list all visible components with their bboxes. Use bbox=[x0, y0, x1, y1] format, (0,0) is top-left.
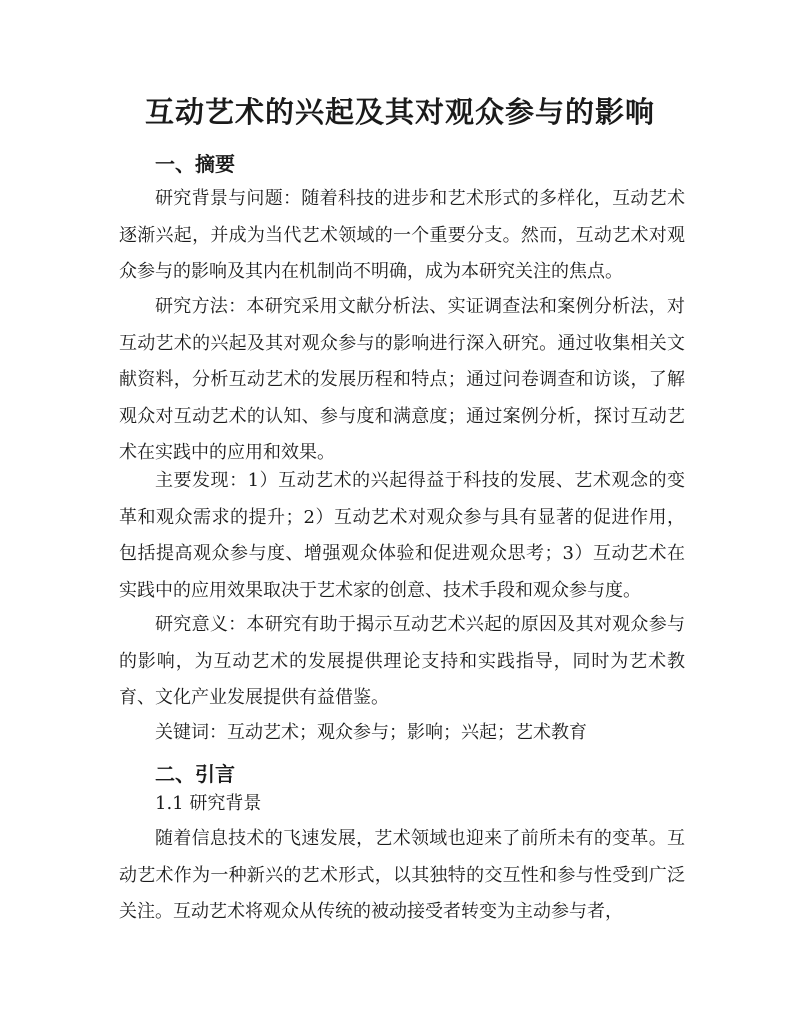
paragraph-methods: 研究方法：本研究采用文献分析法、实证调查法和案例分析法，对互动艺术的兴起及其对观众参与的影响进行深入研究。通过收集相关文献资料，分析互动艺术的发展历程和特点；通过问卷调查和访谈，了解观众对互动艺术的认知、参与度和满意度；通过案例分析，探讨互动艺术在实践中的应用和效果。 bbox=[119, 296, 685, 463]
paragraph-background: 研究背景与问题：随着科技的进步和艺术形式的多样化，互动艺术逐渐兴起，并成为当代艺术领域的一个重要分支。然而，互动艺术对观众参与的影响及其内在机制尚不明确，成为本研究关注的焦点。 bbox=[119, 188, 685, 282]
keywords-line: 关键词：互动艺术；观众参与；影响；兴起；艺术教育 bbox=[155, 722, 587, 743]
paragraph-findings: 主要发现：1）互动艺术的兴起得益于科技的发展、艺术观念的变革和观众需求的提升；2）互动艺术对观众参与具有显著的促进作用，包括提高观众参与度、增强观众体验和促进观众思考；3）互动艺术在实践中的应用效果取决于艺术家的创意、技术手段和观众参与度。 bbox=[119, 470, 685, 601]
abstract-heading: 一、摘要 bbox=[155, 152, 235, 176]
paragraph-significance: 研究意义：本研究有助于揭示互动艺术兴起的原因及其对观众参与的影响，为互动艺术的发展提供理论支持和实践指导，同时为艺术教育、文化产业发展提供有益借鉴。 bbox=[119, 614, 685, 708]
subsection-heading: 1.1 研究背景 bbox=[155, 793, 262, 814]
paragraph-intro: 随着信息技术的飞速发展，艺术领域也迎来了前所未有的变革。互动艺术作为一种新兴的艺术形式，以其独特的交互性和参与性受到广泛关注。互动艺术将观众从传统的被动接受者转变为主动参与者， bbox=[119, 828, 685, 922]
document-title: 互动艺术的兴起及其对观众参与的影响 bbox=[144, 95, 655, 129]
intro-heading: 二、引言 bbox=[155, 762, 235, 786]
